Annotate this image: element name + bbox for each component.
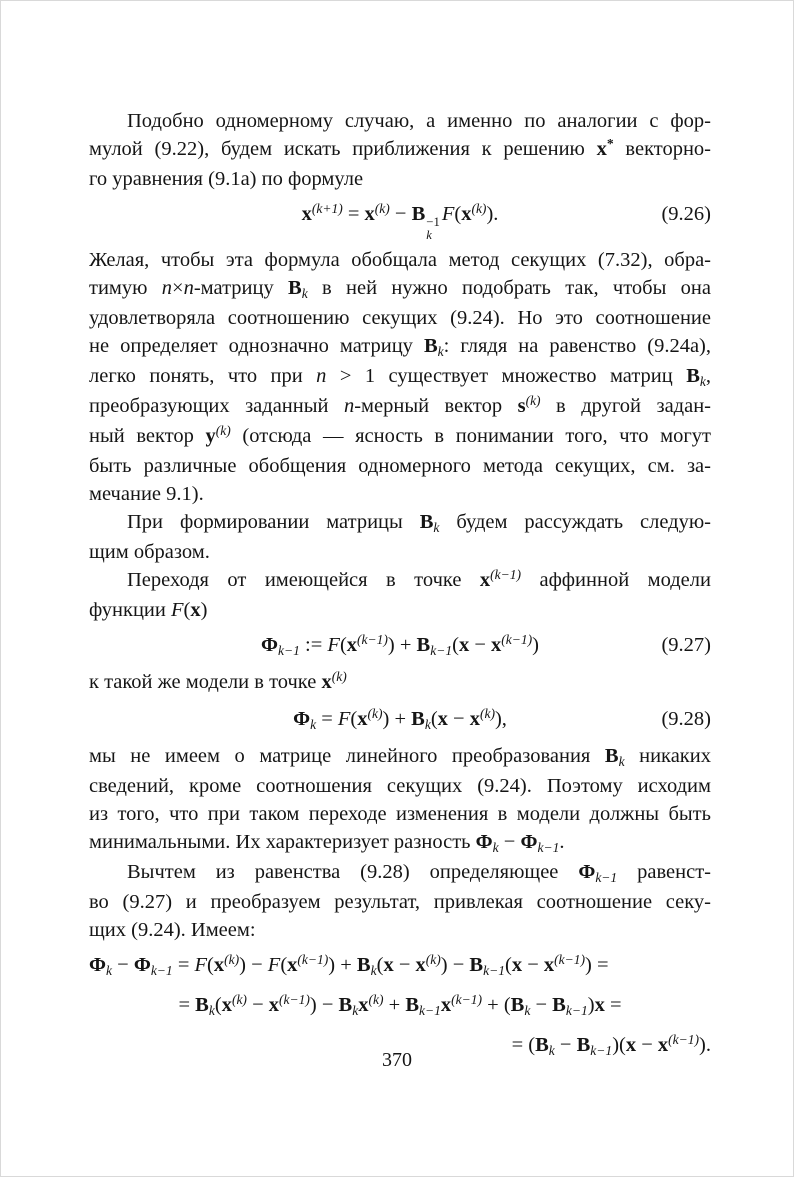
text-run: B bbox=[288, 277, 302, 300]
text-run: (k) bbox=[525, 392, 541, 408]
page-number: 370 bbox=[382, 1049, 412, 1071]
text-line bbox=[89, 480, 711, 508]
text-run: ) + bbox=[387, 634, 417, 657]
text-run: B bbox=[416, 634, 431, 657]
text-run: ), bbox=[494, 708, 507, 731]
text-run: (k−1) bbox=[668, 1031, 700, 1047]
text-run: ( bbox=[376, 954, 384, 977]
text-run: n bbox=[343, 395, 355, 418]
text-run: n bbox=[161, 277, 173, 300]
text-run: x bbox=[440, 994, 452, 1017]
text-line bbox=[89, 274, 711, 304]
text-line bbox=[89, 566, 711, 596]
text-run: Φ bbox=[475, 831, 493, 854]
text-line bbox=[89, 362, 711, 392]
text-run: (k) bbox=[471, 200, 487, 216]
text-run: ) bbox=[200, 599, 208, 622]
text-run: в ней нужно подобрать так, чтобы она bbox=[307, 277, 711, 300]
text-run: B bbox=[338, 994, 353, 1017]
text-run: k−1 bbox=[590, 1043, 613, 1059]
text-run: − bbox=[393, 954, 416, 977]
text-run: B bbox=[510, 994, 525, 1017]
text-line bbox=[89, 304, 711, 332]
text-line bbox=[89, 772, 711, 800]
text-run: удовлетворяла соотношению секущих (9.24). Но это соотношение bbox=[89, 307, 711, 330]
text-run: ( bbox=[214, 994, 222, 1017]
text-run: ( bbox=[280, 954, 288, 977]
text-run: F bbox=[337, 708, 351, 731]
text-run: (k) bbox=[231, 991, 247, 1007]
text-run: x bbox=[458, 634, 470, 657]
text-run: ( bbox=[452, 634, 459, 657]
equation-number: (9.28) bbox=[661, 708, 711, 731]
text-run: (k) bbox=[479, 705, 495, 721]
text-run: ) − bbox=[239, 954, 268, 977]
text-run: го уравнения (9.1а) по формуле bbox=[89, 168, 364, 190]
text-run: B bbox=[552, 994, 566, 1017]
text-run: x bbox=[543, 954, 555, 977]
text-run: мечание 9.1). bbox=[89, 483, 204, 506]
text-run: = bbox=[172, 954, 195, 977]
page-content bbox=[89, 107, 711, 1068]
text-line bbox=[89, 538, 711, 566]
text-run: B bbox=[356, 954, 371, 977]
text-line bbox=[89, 596, 711, 624]
text-run: ( bbox=[207, 954, 214, 977]
text-run: ) − bbox=[309, 994, 339, 1017]
text-run: x bbox=[491, 634, 502, 657]
text-run: (k−1) bbox=[279, 991, 310, 1007]
text-run: функции bbox=[89, 599, 171, 622]
text-run: (k−1) bbox=[357, 631, 388, 647]
text-run: ). bbox=[486, 203, 499, 225]
text-run: k bbox=[548, 1043, 555, 1059]
text-run: = bbox=[316, 708, 338, 731]
text-run: x bbox=[657, 1034, 669, 1057]
text-run: = bbox=[604, 994, 622, 1017]
text-run: B bbox=[411, 708, 425, 731]
text-run: − bbox=[522, 954, 544, 977]
text-run: ) bbox=[532, 634, 539, 657]
text-run: -матрицу bbox=[193, 277, 289, 300]
text-run: x bbox=[461, 203, 472, 225]
text-run: k−1 bbox=[537, 840, 560, 856]
text-run: B bbox=[469, 954, 484, 977]
text-line bbox=[89, 828, 711, 858]
text-run: x bbox=[437, 708, 448, 731]
text-run: (k) bbox=[374, 200, 390, 216]
text-run: x bbox=[415, 954, 426, 977]
text-run: k bbox=[208, 1003, 215, 1019]
text-run: − bbox=[389, 203, 412, 225]
text-run: Φ bbox=[89, 954, 106, 977]
text-run: Φ bbox=[293, 708, 311, 731]
text-run: k−1 bbox=[430, 643, 453, 659]
text-run: (k) bbox=[331, 668, 347, 684]
text-run: F bbox=[194, 954, 208, 977]
text-run: B bbox=[419, 511, 434, 534]
text-line bbox=[89, 332, 711, 362]
text-run: k bbox=[352, 1003, 359, 1019]
text-run: B bbox=[411, 203, 426, 225]
text-run: x bbox=[479, 569, 491, 592]
text-run: Желая, чтобы эта формула обобщала метод секущих (7.32), обра- bbox=[89, 249, 711, 272]
text-run: F bbox=[441, 203, 455, 225]
text-run: − bbox=[530, 994, 553, 1017]
text-run: B bbox=[423, 335, 438, 358]
text-run: x bbox=[213, 954, 225, 977]
text-line bbox=[89, 916, 711, 944]
text-run: x bbox=[301, 203, 312, 225]
text-line bbox=[89, 858, 711, 888]
text-line bbox=[89, 888, 711, 916]
text-run: ( bbox=[430, 708, 438, 731]
text-run: B bbox=[535, 1034, 549, 1057]
text-run: > 1 существует множество матриц bbox=[326, 365, 687, 388]
text-run: x bbox=[321, 671, 332, 694]
text-run: (k) bbox=[425, 951, 441, 967]
text-run: щих (9.24). Имеем: bbox=[89, 919, 256, 942]
text-run: Φ bbox=[261, 634, 278, 657]
text-line bbox=[89, 107, 711, 135]
text-run: будем рассуждать следую- bbox=[439, 511, 711, 534]
text-run: (k−1) bbox=[554, 951, 586, 967]
text-run: ( bbox=[339, 634, 347, 657]
text-run: + bbox=[383, 994, 406, 1017]
text-run: ). bbox=[699, 1034, 711, 1057]
text-line bbox=[89, 668, 711, 698]
text-run: k−1 bbox=[483, 963, 505, 979]
equation-line bbox=[89, 628, 711, 664]
text-run: = ( bbox=[511, 1034, 536, 1057]
text-run: ( bbox=[183, 599, 191, 622]
text-run: преобразующих заданный bbox=[89, 395, 344, 418]
text-run: k bbox=[424, 717, 431, 733]
text-run: x bbox=[190, 599, 201, 622]
text-run: из того, что при таком переходе изменения в модели должны быть bbox=[89, 803, 711, 826]
text-line bbox=[89, 392, 711, 422]
text-run: x bbox=[594, 994, 605, 1017]
text-line bbox=[89, 452, 711, 480]
text-run: во (9.27) и преобразуем результат, привлекая соотношение секу- bbox=[89, 891, 711, 914]
text-run: не определяет однозначно матрицу bbox=[89, 335, 424, 358]
text-run: векторно- bbox=[613, 138, 711, 160]
text-run: y bbox=[205, 425, 216, 448]
text-run: ный вектор bbox=[89, 425, 206, 448]
equation-line bbox=[89, 988, 711, 1024]
text-run: B bbox=[195, 994, 209, 1017]
text-run: , bbox=[705, 365, 711, 388]
text-run: мулой (9.22), будем искать приближения к решению bbox=[89, 138, 597, 160]
text-run: k−1 bbox=[595, 870, 618, 886]
text-run: B bbox=[405, 994, 419, 1017]
equation-line bbox=[89, 948, 711, 984]
text-run: ) − bbox=[440, 954, 470, 977]
text-run: в другой задан- bbox=[540, 395, 711, 418]
text-run: тимую bbox=[89, 277, 162, 300]
text-run: k−1 bbox=[150, 963, 173, 979]
text-run: x bbox=[511, 954, 523, 977]
text-run: ( bbox=[350, 708, 358, 731]
text-run: x bbox=[596, 138, 607, 160]
text-line bbox=[89, 246, 711, 274]
equation-line bbox=[89, 702, 711, 738]
math-sup-sub: −1 k bbox=[426, 214, 440, 243]
text-run: k bbox=[310, 717, 317, 733]
text-run: = bbox=[342, 203, 365, 225]
text-run: (k−1) bbox=[490, 566, 522, 582]
text-run: легко понять, что при bbox=[89, 365, 317, 388]
text-run: x bbox=[625, 1034, 637, 1057]
text-run: B bbox=[686, 365, 700, 388]
text-run: := bbox=[299, 634, 328, 657]
text-run: x bbox=[358, 994, 369, 1017]
text-run: k bbox=[618, 754, 625, 770]
text-run: s bbox=[517, 395, 526, 418]
text-run: x bbox=[383, 954, 394, 977]
text-run: )( bbox=[612, 1034, 626, 1057]
text-run: k−1 bbox=[278, 643, 300, 659]
text-run: аффинной модели bbox=[521, 569, 711, 592]
text-run: x bbox=[221, 994, 232, 1017]
text-run: B bbox=[576, 1034, 591, 1057]
text-run: k−1 bbox=[565, 1003, 588, 1019]
text-run: Φ bbox=[578, 861, 596, 884]
text-run: x bbox=[346, 634, 358, 657]
text-run: − bbox=[447, 708, 470, 731]
text-line bbox=[89, 135, 711, 165]
text-run: F bbox=[267, 954, 281, 977]
text-run: ( bbox=[504, 954, 512, 977]
text-run: * bbox=[606, 135, 614, 151]
text-line bbox=[89, 742, 711, 772]
text-run: быть различные обобщения одномерного метода секущих, см. за- bbox=[89, 455, 711, 478]
equation-number: (9.27) bbox=[661, 634, 711, 657]
text-run: x bbox=[268, 994, 280, 1017]
text-line bbox=[89, 508, 711, 538]
text-line bbox=[89, 422, 711, 452]
text-run: щим образом. bbox=[89, 541, 210, 564]
text-line bbox=[89, 800, 711, 828]
text-run: ) + bbox=[328, 954, 357, 977]
text-run: (отсюда — ясность в понимании того, что могут bbox=[230, 425, 711, 448]
text-run: − bbox=[469, 634, 492, 657]
text-run: x bbox=[287, 954, 298, 977]
equation-line bbox=[89, 197, 711, 242]
text-run: никаких bbox=[624, 745, 711, 768]
text-run: . bbox=[559, 831, 565, 854]
text-run: (k) bbox=[368, 991, 384, 1007]
text-run: B bbox=[604, 745, 619, 768]
text-run: = bbox=[178, 994, 196, 1017]
text-run: равенст- bbox=[617, 861, 711, 884]
text-run: (k+1) bbox=[311, 200, 343, 216]
text-run: ) bbox=[587, 994, 595, 1017]
text-run: − bbox=[112, 954, 134, 977]
text-run: F bbox=[171, 599, 184, 622]
text-run: (k) bbox=[367, 705, 383, 721]
text-run: Вычтем из равенства (9.28) определяющее bbox=[127, 861, 579, 884]
text-run: (k−1) bbox=[451, 991, 483, 1007]
text-run: При формировании матрицы bbox=[127, 511, 420, 534]
text-run: ) = bbox=[585, 954, 609, 977]
text-run: Переходя от имеющейся в точке bbox=[127, 569, 480, 592]
text-run: Φ bbox=[133, 954, 151, 977]
text-run: (k−1) bbox=[297, 951, 329, 967]
text-run: − bbox=[636, 1034, 658, 1057]
text-run: Φ bbox=[520, 831, 538, 854]
text-run: − bbox=[554, 1034, 577, 1057]
text-run: k bbox=[106, 963, 112, 979]
text-run: x bbox=[357, 708, 368, 731]
text-run: (k) bbox=[224, 951, 240, 967]
text-run: k bbox=[524, 1003, 531, 1019]
text-run: x bbox=[364, 203, 375, 225]
text-run: сведений, кроме соотношения секущих (9.24). Поэтому исходим bbox=[89, 775, 711, 798]
text-run: Подобно одномерному случаю, а именно по аналогии с фор- bbox=[127, 110, 711, 132]
text-run: − bbox=[246, 994, 269, 1017]
text-run: к такой же модели в точке bbox=[89, 671, 322, 694]
equation-number: (9.26) bbox=[661, 203, 711, 225]
text-run: (k) bbox=[215, 422, 231, 438]
text-run: − bbox=[498, 831, 521, 854]
text-run: k bbox=[301, 286, 308, 302]
text-run: минимальными. Их характеризует разность bbox=[89, 831, 476, 854]
text-run: n bbox=[183, 277, 194, 300]
text-run: мы не имеем о матрице линейного преобразования bbox=[89, 745, 605, 768]
text-run: ) + bbox=[382, 708, 412, 731]
text-run: k bbox=[437, 344, 444, 360]
text-run: -мерный вектор bbox=[354, 395, 518, 418]
text-run: (k−1) bbox=[501, 631, 533, 647]
text-line bbox=[89, 165, 711, 193]
text-run: n bbox=[316, 365, 327, 388]
text-run: : глядя на равенство (9.24а), bbox=[443, 335, 711, 358]
text-run: x bbox=[469, 708, 480, 731]
text-run: k−1 bbox=[419, 1003, 441, 1019]
text-run: ( bbox=[454, 203, 462, 225]
text-run: + ( bbox=[482, 994, 511, 1017]
text-run: k bbox=[370, 963, 377, 979]
text-run: × bbox=[172, 277, 184, 300]
text-run: k bbox=[492, 840, 499, 856]
text-run: k bbox=[699, 374, 706, 390]
text-run: F bbox=[327, 634, 340, 657]
text-run: k bbox=[433, 520, 440, 536]
